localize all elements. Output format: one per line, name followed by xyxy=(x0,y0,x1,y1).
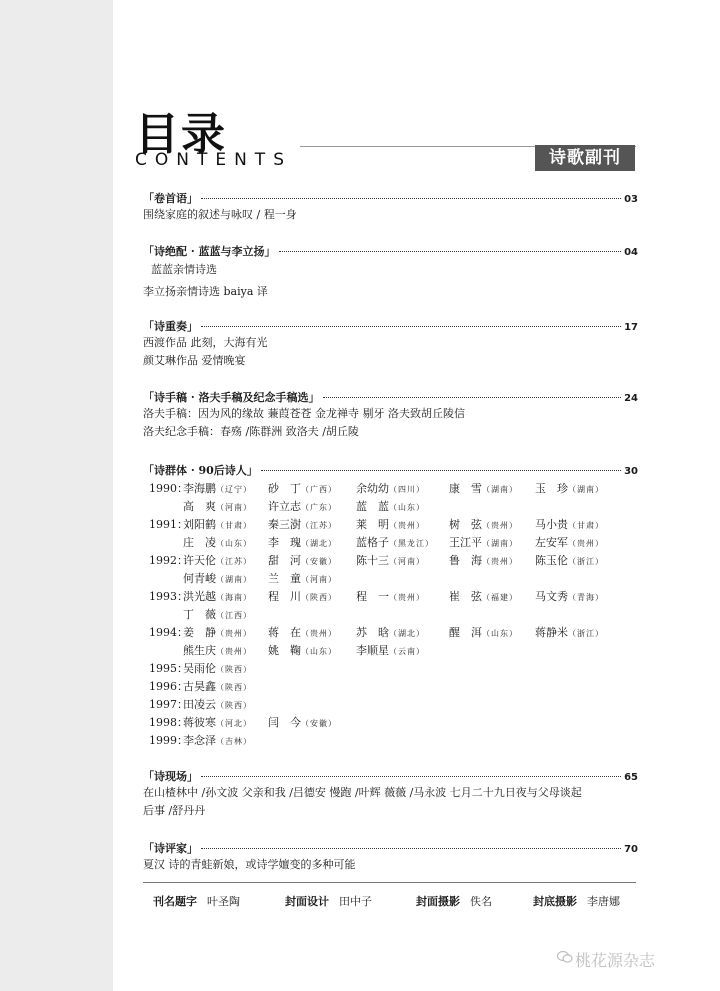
poet-name: 陈玉伦 xyxy=(535,554,568,567)
watermark: 桃花源杂志 xyxy=(575,951,656,970)
credit-value: 田中子 xyxy=(339,895,372,908)
birth-year: 1995： xyxy=(149,662,188,675)
poet-name: 熊生庆 xyxy=(183,644,216,657)
poet-entry[interactable] xyxy=(449,480,518,496)
poet-province: （辽宁） xyxy=(216,485,252,494)
poet-province: （湖北） xyxy=(301,539,337,548)
poet-province: （山东） xyxy=(482,629,518,638)
wechat-icon xyxy=(557,950,573,964)
poet-entry[interactable] xyxy=(356,552,425,568)
poet-entry[interactable] xyxy=(268,552,337,568)
page-number: 17 xyxy=(624,322,638,333)
poet-province: （河北） xyxy=(216,719,252,728)
poet-province: （安徽） xyxy=(301,557,337,566)
poet-entry[interactable] xyxy=(535,552,604,568)
poet-province: （贵州） xyxy=(216,647,252,656)
credits-divider xyxy=(143,882,636,883)
leader-dots xyxy=(261,470,621,471)
poet-province: （陕西） xyxy=(216,683,252,692)
poet-province: （河南） xyxy=(301,575,337,584)
toc-entry[interactable]: 颜艾琳作品 爱情晚宴 xyxy=(143,354,246,367)
poet-province: （山东） xyxy=(216,539,252,548)
leader-dots xyxy=(201,776,621,777)
poet-province: （云南） xyxy=(389,647,425,656)
poet-entry[interactable] xyxy=(356,588,425,604)
credit-value: 叶圣陶 xyxy=(207,895,240,908)
leader-dots xyxy=(201,326,621,327)
toc-entry[interactable]: 李立扬亲情诗选 baiya 译 xyxy=(143,285,268,298)
poet-name: 余幼幼 xyxy=(356,482,389,495)
birth-year: 1991： xyxy=(149,518,188,531)
poet-name: 庄 凌 xyxy=(183,536,216,549)
poet-name: 康 雪 xyxy=(449,482,482,495)
poet-name: 李海鹏 xyxy=(183,482,216,495)
credit-label: 封面摄影 xyxy=(416,895,460,908)
poet-name: 马文秀 xyxy=(535,590,568,603)
toc-section-header[interactable] xyxy=(143,840,638,856)
poet-name: 程 川 xyxy=(268,590,301,603)
poet-name: 蓝 蓝 xyxy=(356,500,389,513)
poet-province: （广西） xyxy=(301,485,337,494)
poet-name: 许立志 xyxy=(268,500,301,513)
poet-province: （陕西） xyxy=(216,665,252,674)
poet-name: 王江平 xyxy=(449,536,482,549)
credit-label: 封面设计 xyxy=(285,895,329,908)
birth-year: 1990： xyxy=(149,482,188,495)
poet-province: （河南） xyxy=(216,503,252,512)
birth-year: 1992： xyxy=(149,554,188,567)
gray-margin-strip xyxy=(0,0,113,991)
poet-entry[interactable] xyxy=(183,732,252,748)
poet-name: 醒 洱 xyxy=(449,626,482,639)
poet-province: （贵州） xyxy=(216,629,252,638)
poet-province: （陕西） xyxy=(301,593,337,602)
poet-name: 蒋 在 xyxy=(268,626,301,639)
page-number: 03 xyxy=(624,194,638,205)
credit-title-calligraphy xyxy=(153,893,240,909)
poet-entry[interactable] xyxy=(183,552,252,568)
poet-name: 许天伦 xyxy=(183,554,216,567)
toc-section-shipingjia[interactable] xyxy=(143,840,638,874)
poet-entry[interactable] xyxy=(449,534,518,550)
poet-province: （湖南） xyxy=(482,539,518,548)
poet-province: （黑龙江） xyxy=(389,539,434,548)
poet-name: 田凌云 xyxy=(183,698,216,711)
poet-province: （湖南） xyxy=(482,485,518,494)
credit-cover-design xyxy=(285,893,372,909)
poet-name: 鲁 海 xyxy=(449,554,482,567)
toc-section-shijuepei[interactable] xyxy=(143,243,638,301)
poet-entry[interactable] xyxy=(183,660,252,676)
page-subtitle: CONTENTS xyxy=(135,150,292,170)
page-number: 30 xyxy=(624,466,638,477)
poet-entry[interactable] xyxy=(268,480,337,496)
poet-entry[interactable] xyxy=(183,624,252,640)
poet-province: （贵州） xyxy=(301,629,337,638)
poet-entry[interactable] xyxy=(356,498,425,514)
birth-year: 1994： xyxy=(149,626,188,639)
poet-province: （浙江） xyxy=(568,557,604,566)
poet-entry[interactable] xyxy=(449,552,518,568)
leader-dots xyxy=(201,198,621,199)
poet-name: 刘阳鹤 xyxy=(183,518,216,531)
section-label: 「诗群体 · 90后诗人」 xyxy=(143,464,258,477)
poet-province: （江苏） xyxy=(301,521,337,530)
poet-name: 砂 丁 xyxy=(268,482,301,495)
credit-label: 刊名题字 xyxy=(153,895,197,908)
poet-name: 苏 晗 xyxy=(356,626,389,639)
poet-province: （江苏） xyxy=(216,557,252,566)
toc-section-shixianchang[interactable] xyxy=(143,768,638,820)
toc-section-header[interactable] xyxy=(143,243,638,259)
poet-entry[interactable] xyxy=(356,624,425,640)
leader-dots xyxy=(201,848,621,849)
toc-section-shichongzou[interactable] xyxy=(143,318,638,370)
poet-entry[interactable] xyxy=(535,480,604,496)
poet-entry[interactable] xyxy=(356,534,434,550)
toc-entry[interactable]: 在山楂林中 /孙文波 父亲和我 /吕德安 慢跑 /叶辉 薇薇 /马永波 七月二十九日夜与父母谈起 xyxy=(143,786,582,799)
poet-entry[interactable] xyxy=(183,570,252,586)
poet-province: （甘肃） xyxy=(216,521,252,530)
toc-entry[interactable]: 洛夫手稿：因为风的缘故 蒹葭苍苍 金龙禅寺 剔牙 洛夫致胡丘陵信 xyxy=(143,407,465,420)
poet-entry[interactable] xyxy=(183,606,252,622)
poet-entry[interactable] xyxy=(268,516,337,532)
poet-province: （贵州） xyxy=(482,557,518,566)
toc-section-shishougao[interactable] xyxy=(143,389,638,441)
page-number: 70 xyxy=(624,844,638,855)
poet-entry[interactable] xyxy=(535,516,604,532)
page-number: 65 xyxy=(624,772,638,783)
poet-entry[interactable] xyxy=(268,624,337,640)
page-number: 04 xyxy=(624,247,638,258)
poet-entry[interactable] xyxy=(268,714,337,730)
section-label: 「诗手稿 · 洛夫手稿及纪念手稿选」 xyxy=(143,391,320,404)
leader-dots xyxy=(323,397,622,398)
poet-province: （贵州） xyxy=(389,593,425,602)
credit-cover-photo xyxy=(416,893,492,909)
poet-name: 丁 薇 xyxy=(183,608,216,621)
poet-entry[interactable] xyxy=(356,480,425,496)
poet-entry[interactable] xyxy=(183,714,252,730)
toc-entry[interactable]: 围绕家庭的叙述与咏叹 / 程一身 xyxy=(143,208,297,221)
toc-entry[interactable]: 西渡作品 此刻，大海有光 xyxy=(143,336,268,349)
poet-name: 古昊鑫 xyxy=(183,680,216,693)
birth-year: 1996： xyxy=(149,680,188,693)
poet-province: （吉林） xyxy=(216,737,252,746)
birth-year: 1993： xyxy=(149,590,188,603)
poet-entry[interactable] xyxy=(449,624,518,640)
section-label: 「卷首语」 xyxy=(143,192,198,205)
poet-name: 姜 静 xyxy=(183,626,216,639)
section-label: 「诗评家」 xyxy=(143,842,198,855)
poet-province: （山东） xyxy=(389,503,425,512)
poet-name: 蒋彼寒 xyxy=(183,716,216,729)
poet-province: （湖南） xyxy=(216,575,252,584)
poet-province: （河南） xyxy=(389,557,425,566)
poet-name: 莱 明 xyxy=(356,518,389,531)
poet-province: （陕西） xyxy=(216,701,252,710)
poet-entry[interactable] xyxy=(449,516,518,532)
poet-province: （广东） xyxy=(301,503,337,512)
poet-province: （青海） xyxy=(568,593,604,602)
toc-section-header[interactable] xyxy=(143,190,638,206)
poet-name: 李念泽 xyxy=(183,734,216,747)
poet-province: （湖北） xyxy=(389,629,425,638)
poet-name: 何青峻 xyxy=(183,572,216,585)
poet-entry[interactable] xyxy=(268,642,337,658)
poet-name: 左安军 xyxy=(535,536,568,549)
poet-entry[interactable] xyxy=(183,588,252,604)
poet-entry[interactable] xyxy=(183,480,252,496)
poet-name: 蒋静米 xyxy=(535,626,568,639)
poet-province: （福建） xyxy=(482,593,518,602)
section-label: 「诗重奏」 xyxy=(143,320,198,333)
birth-year: 1998： xyxy=(149,716,188,729)
poet-name: 程 一 xyxy=(356,590,389,603)
poet-entry[interactable] xyxy=(183,696,252,712)
poet-name: 洪光越 xyxy=(183,590,216,603)
poet-name: 姚 鞠 xyxy=(268,644,301,657)
poet-province: （海南） xyxy=(216,593,252,602)
page-title: 目录 xyxy=(135,109,227,160)
credit-back-photo xyxy=(533,893,620,909)
poet-name: 吴雨伦 xyxy=(183,662,216,675)
poet-entry[interactable] xyxy=(535,534,604,550)
leader-dots xyxy=(279,251,622,252)
birth-year: 1997： xyxy=(149,698,188,711)
poet-entry[interactable] xyxy=(183,498,252,514)
poet-name: 甜 河 xyxy=(268,554,301,567)
poet-province: （安徽） xyxy=(301,719,337,728)
poet-entry[interactable] xyxy=(183,534,252,550)
toc-section-header[interactable] xyxy=(143,389,638,405)
poet-name: 崔 弦 xyxy=(449,590,482,603)
poet-entry[interactable] xyxy=(268,570,337,586)
toc-section-header[interactable] xyxy=(143,318,638,334)
poet-entry[interactable] xyxy=(356,642,425,658)
poet-entry[interactable] xyxy=(268,588,337,604)
poet-entry[interactable] xyxy=(268,498,337,514)
poet-name: 玉 珍 xyxy=(535,482,568,495)
credit-value: 李唐娜 xyxy=(587,895,620,908)
toc-entry[interactable]: 夏汉 诗的青蛙新娘，或诗学嬗变的多种可能 xyxy=(143,858,356,871)
poet-entry[interactable] xyxy=(449,588,518,604)
poet-province: （四川） xyxy=(389,485,425,494)
poet-entry[interactable] xyxy=(535,588,604,604)
poet-name: 秦三澍 xyxy=(268,518,301,531)
poet-entry[interactable] xyxy=(535,624,604,640)
poet-province: （山东） xyxy=(301,647,337,656)
poet-name: 闫 今 xyxy=(268,716,301,729)
toc-entry[interactable]: 后事 /舒丹丹 xyxy=(143,804,206,817)
credit-value: 佚名 xyxy=(470,895,492,908)
poet-province: （浙江） xyxy=(568,629,604,638)
magazine-badge: 诗歌副刊 xyxy=(535,145,635,171)
poet-name: 陈十三 xyxy=(356,554,389,567)
poet-name: 李顺星 xyxy=(356,644,389,657)
poet-province: （湖南） xyxy=(568,485,604,494)
toc-section-shiqunti[interactable] xyxy=(143,462,638,478)
poet-entry[interactable] xyxy=(268,534,337,550)
toc-section-juanshouyu[interactable] xyxy=(143,190,638,224)
toc-section-header[interactable] xyxy=(143,768,638,784)
poet-province: （贵州） xyxy=(482,521,518,530)
poet-name: 李 瑰 xyxy=(268,536,301,549)
poet-entry[interactable] xyxy=(183,516,252,532)
section-label: 「诗绝配 · 蓝蓝与李立扬」 xyxy=(143,245,276,258)
poet-entry[interactable] xyxy=(183,642,252,658)
poet-name: 蓝格子 xyxy=(356,536,389,549)
toc-entry[interactable]: 洛夫纪念手稿：春殇 /陈群洲 致洛夫 /胡丘陵 xyxy=(143,425,359,438)
section-label: 「诗现场」 xyxy=(143,770,198,783)
credit-label: 封底摄影 xyxy=(533,895,577,908)
poet-entry[interactable] xyxy=(356,516,425,532)
toc-section-header[interactable] xyxy=(143,462,638,478)
poet-province: （甘肃） xyxy=(568,521,604,530)
toc-entry[interactable]: 蓝蓝亲情诗选 xyxy=(151,263,217,276)
birth-year: 1999： xyxy=(149,734,188,747)
poet-name: 树 弦 xyxy=(449,518,482,531)
poet-name: 高 爽 xyxy=(183,500,216,513)
page-number: 24 xyxy=(624,393,638,404)
poet-entry[interactable] xyxy=(183,678,252,694)
poet-province: （贵州） xyxy=(568,539,604,548)
poet-province: （贵州） xyxy=(389,521,425,530)
poet-province: （江西） xyxy=(216,611,252,620)
poet-name: 马小贵 xyxy=(535,518,568,531)
poet-name: 兰 童 xyxy=(268,572,301,585)
